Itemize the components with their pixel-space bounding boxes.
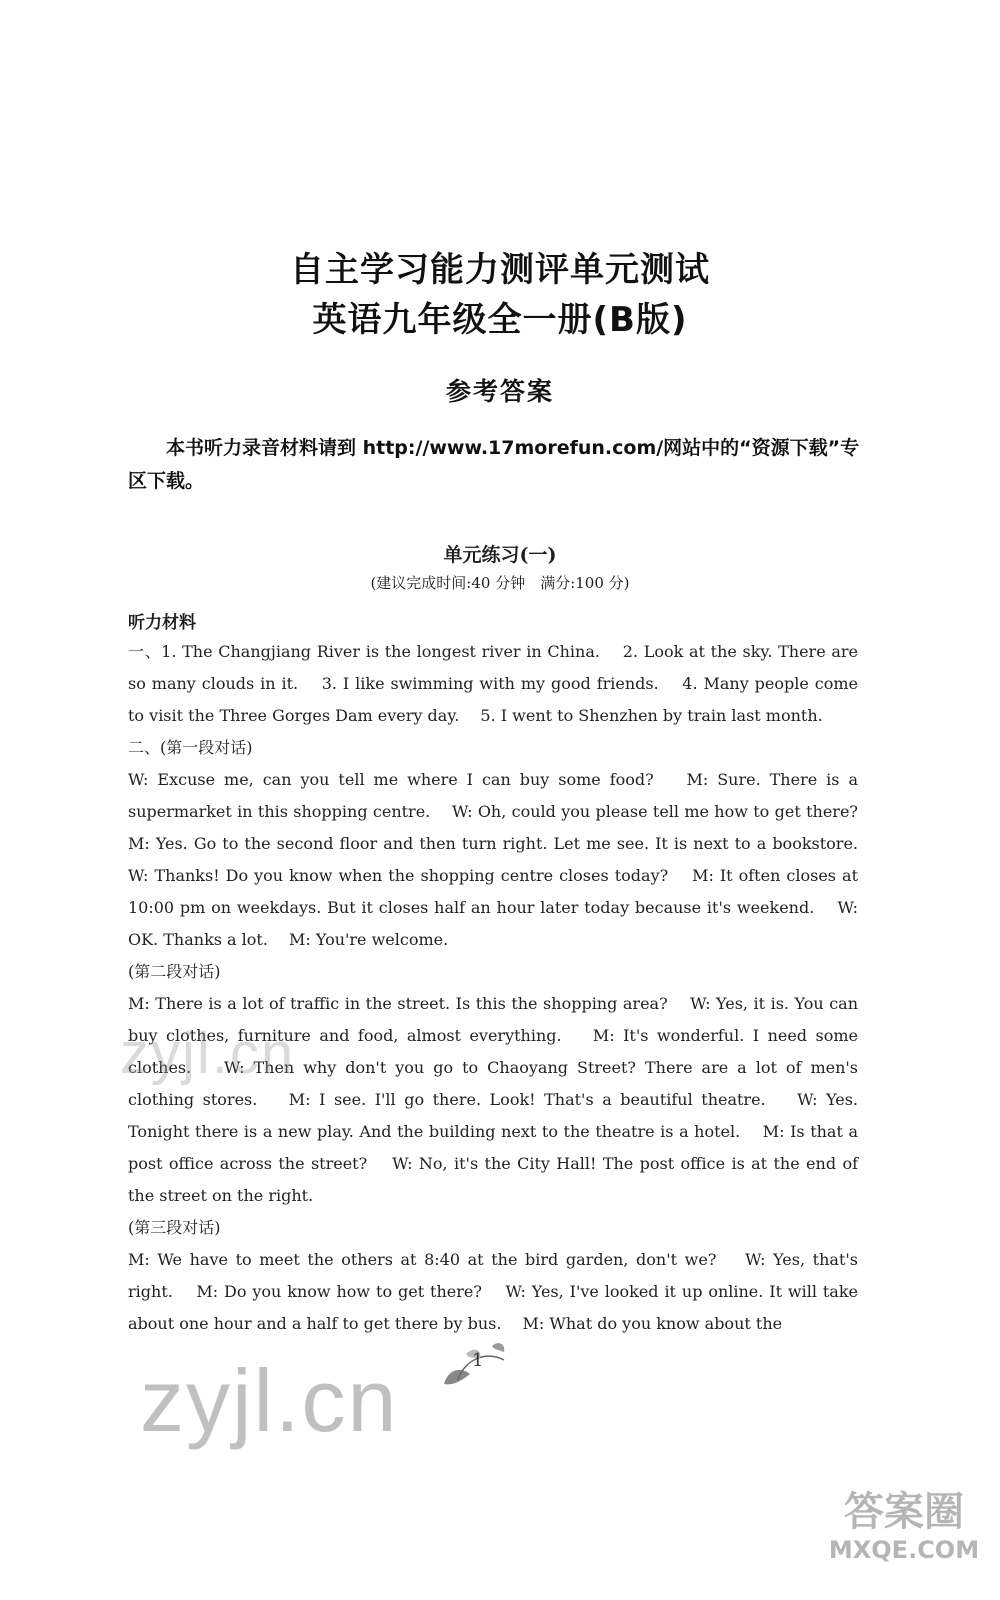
section-heading: 听力材料 <box>128 613 196 633</box>
leaf-ornament-icon <box>440 1340 540 1394</box>
dialogue-2-label: (第二段对话) <box>128 962 221 981</box>
page-number-badge <box>440 1340 540 1394</box>
watermark-bottom: zyjl.cn <box>140 1351 399 1450</box>
watermark-corner <box>816 1488 992 1564</box>
unit-time-score: (建议完成时间:40 分钟 满分:100 分) <box>370 574 630 592</box>
unit-title: 单元练习(一) <box>443 544 557 566</box>
watermark-corner-top: 答案圈 <box>844 1489 964 1535</box>
dialogue-2: M: There is a lot of traffic in the street. Is this the shopping area? W: Yes, it is. You can buy clothes, furniture and food, almost everything. M: It's wonderful. I need some clothes. W: Then why don't you go to Chaoyang Street? There are a lot of men's clothing stores. M: I see. I'll go there. Look! That's a beautiful theatre. W: Yes. Tonight there is a new play. And the building next to the theatre is a hotel. M: Is that a post office across the street? W: No, it's the City Hall! The post office is at the end of the street on the right. <box>128 994 859 1205</box>
book-subtitle: 英语九年级全一册(B版) <box>312 300 688 340</box>
download-notice: 本书听力录音材料请到 http://www.17morefun.com/网站中的“资源下载”专区下载。 <box>128 437 860 492</box>
dialogue-3-label: (第三段对话) <box>128 1218 221 1237</box>
dialogue-1: W: Excuse me, can you tell me where I can buy some food? M: Sure. There is a supermarket in this shopping centre. W: Oh, could you please tell me how to get there? M: Yes. Go to the second floor and then turn right. Let me see. It is next to a bookstore. W: Thanks! Do you know when the shopping centre closes today? M: It often closes at 10:00 pm on weekdays. But it closes half an hour later today because it's weekend. W: OK. Thanks a lot. M: You're welcome. <box>128 770 880 949</box>
listening-part-1: 一、1. The Changjiang River is the longest river in China. 2. Look at the sky. There are so many clouds in it. 3. I like swimming with my good friends. 4. Many people come to visit the Three Gorges Dam every day. 5. I went to Shenzhen by train last month. <box>128 642 858 725</box>
dialogue-1-label: 二、(第一段对话) <box>128 738 253 757</box>
watermark-mid: zyjl.cn <box>120 1021 296 1086</box>
dialogue-3: M: We have to meet the others at 8:40 at the bird garden, don't we? W: Yes, that's right. M: Do you know how to get there? W: Yes, I've looked it up online. It will take about one hour and a half to get there by bus. M: What do you know about the <box>128 1250 858 1333</box>
answer-key-heading: 参考答案 <box>445 377 554 406</box>
page-number: 1 <box>472 1350 484 1371</box>
watermark-corner-bottom: MXQE.COM <box>828 1536 980 1564</box>
book-title: 自主学习能力测评单元测试 <box>290 250 710 290</box>
